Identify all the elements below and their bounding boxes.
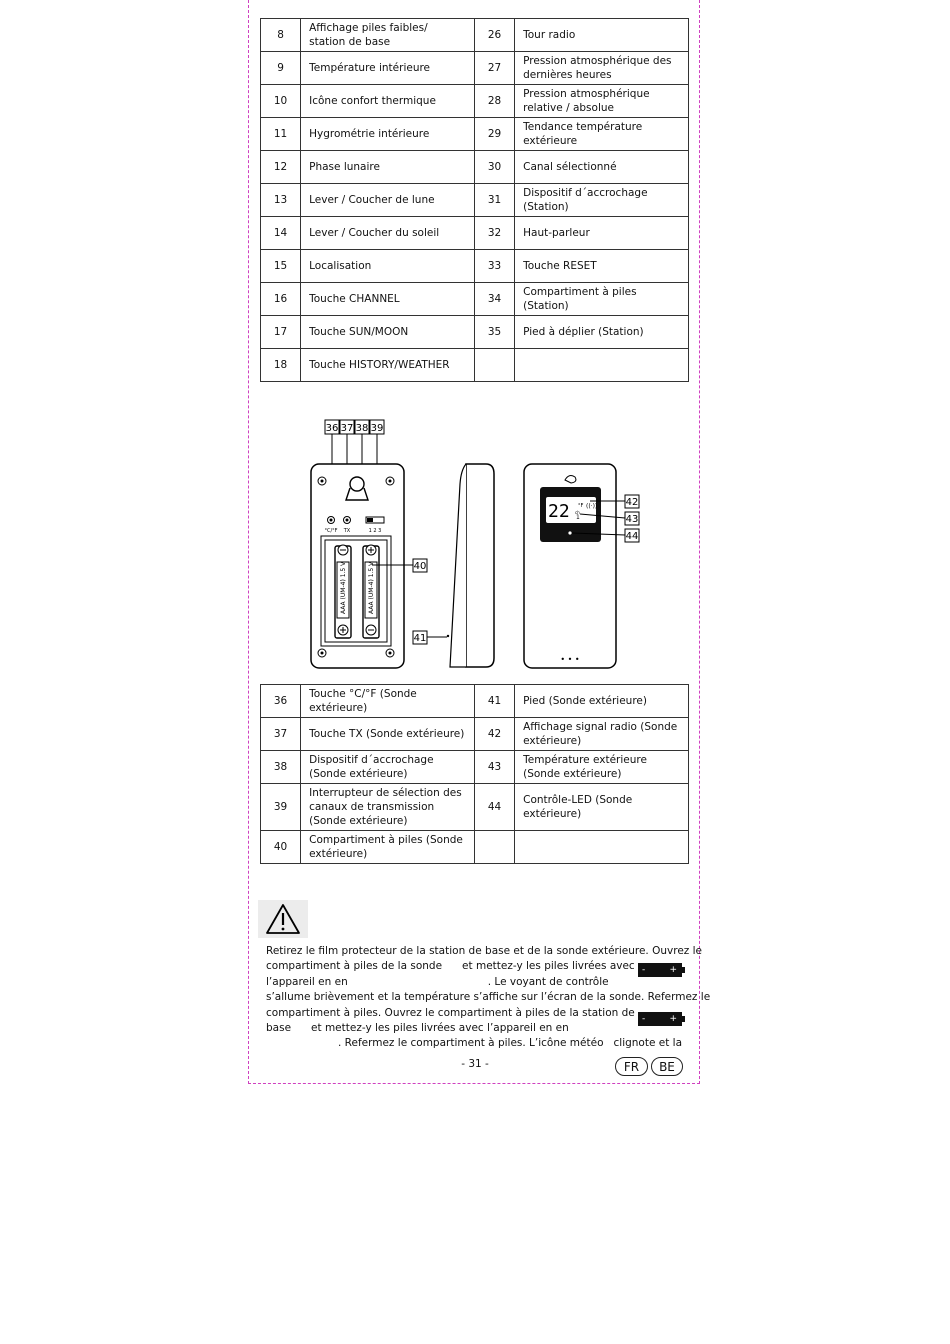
parts-table-1 xyxy=(260,18,689,382)
item-description: Contrôle-LED (Sonde extérieure) xyxy=(515,784,689,831)
page-number: - 31 - xyxy=(461,1058,489,1070)
item-number: 32 xyxy=(475,217,515,250)
item-number: 15 xyxy=(261,250,301,283)
item-description: Canal sélectionné xyxy=(515,151,689,184)
item-number: 36 xyxy=(261,685,301,718)
callout-40: 40 xyxy=(413,561,427,572)
item-number: 11 xyxy=(261,118,301,151)
display-unit: °F xyxy=(578,503,584,509)
display-channel: 1 xyxy=(576,514,580,521)
battery-label-right: AAA (UM-4) 1.5 V xyxy=(368,561,375,614)
callout-39: 39 xyxy=(370,423,384,434)
item-number: 40 xyxy=(261,831,301,864)
item-description: Icône confort thermique xyxy=(301,85,475,118)
table-row xyxy=(261,85,689,118)
item-description: Pied (Sonde extérieure) xyxy=(515,685,689,718)
item-description: Localisation xyxy=(301,250,475,283)
item-number: 17 xyxy=(261,316,301,349)
item-number: 29 xyxy=(475,118,515,151)
battery-icon: - + xyxy=(638,963,682,977)
sensor-front-view xyxy=(524,464,616,668)
item-number: 8 xyxy=(261,19,301,52)
display-channel-label: ch xyxy=(575,510,580,515)
battery-label-left: AAA (UM-4) 1.5 V xyxy=(340,561,347,614)
item-number: 43 xyxy=(475,751,515,784)
item-description: Lever / Coucher de lune xyxy=(301,184,475,217)
item-description: Touche HISTORY/WEATHER xyxy=(301,349,475,382)
table-row xyxy=(261,784,689,831)
display-temperature: 22 xyxy=(548,501,570,522)
callout-44: 44 xyxy=(625,531,639,542)
item-description: Hygrométrie intérieure xyxy=(301,118,475,151)
item-number: 38 xyxy=(261,751,301,784)
item-description: Tour radio xyxy=(515,19,689,52)
table-row xyxy=(261,52,689,85)
item-description: Lever / Coucher du soleil xyxy=(301,217,475,250)
country-badge-fr: FR xyxy=(615,1057,648,1076)
table-row xyxy=(261,217,689,250)
sensor-back-view xyxy=(311,464,404,668)
item-description xyxy=(515,831,689,864)
text-line-2a: compartiment à piles de la sonde xyxy=(266,960,443,973)
table-row xyxy=(261,751,689,784)
button-label-cf: °C/°F xyxy=(324,528,338,534)
item-description: Pression atmosphérique relative / absolue xyxy=(515,85,689,118)
item-number: 34 xyxy=(475,283,515,316)
item-description: Pression atmosphérique des dernières heures xyxy=(515,52,689,85)
led-dots: • • • xyxy=(560,655,580,664)
callout-42: 42 xyxy=(625,497,639,508)
callout-43: 43 xyxy=(625,514,639,525)
item-description: Dispositif d´accrochage (Station) xyxy=(515,184,689,217)
text-line-5: compartiment à piles. Ouvrez le compartiment à piles de la station de xyxy=(266,1006,635,1019)
table-row xyxy=(261,151,689,184)
item-number: 10 xyxy=(261,85,301,118)
item-number: 44 xyxy=(475,784,515,831)
callout-37: 37 xyxy=(340,423,354,434)
table-row xyxy=(261,184,689,217)
item-description: Pied à déplier (Station) xyxy=(515,316,689,349)
instruction-text xyxy=(266,944,711,1052)
item-description: Touche TX (Sonde extérieure) xyxy=(301,718,475,751)
item-description: Interrupteur de sélection des canaux de transmission (Sonde extérieure) xyxy=(301,784,475,831)
table-row xyxy=(261,685,689,718)
item-description: Haut-parleur xyxy=(515,217,689,250)
table-row xyxy=(261,250,689,283)
item-description: Touche RESET xyxy=(515,250,689,283)
switch-label-channels: 1 2 3 xyxy=(368,528,382,534)
item-description: Touche SUN/MOON xyxy=(301,316,475,349)
table-row xyxy=(261,283,689,316)
callout-41: 41 xyxy=(413,633,427,644)
table-row xyxy=(261,349,689,382)
item-number: 30 xyxy=(475,151,515,184)
item-number: 16 xyxy=(261,283,301,316)
item-number: 9 xyxy=(261,52,301,85)
item-number: 14 xyxy=(261,217,301,250)
outdoor-sensor-diagram xyxy=(300,410,660,680)
item-number xyxy=(475,831,515,864)
callout-38: 38 xyxy=(355,423,369,434)
text-line-7b: clignote et la xyxy=(613,1037,683,1050)
parts-table-2 xyxy=(260,684,689,864)
item-number: 42 xyxy=(475,718,515,751)
item-description: Affichage piles faibles/ station de base xyxy=(301,19,475,52)
item-description: Touche CHANNEL xyxy=(301,283,475,316)
table-row xyxy=(261,831,689,864)
warning-icon xyxy=(258,900,308,938)
item-description xyxy=(515,349,689,382)
item-description: Température intérieure xyxy=(301,52,475,85)
table-row xyxy=(261,316,689,349)
item-number: 33 xyxy=(475,250,515,283)
item-description: Tendance température extérieure xyxy=(515,118,689,151)
table-row xyxy=(261,19,689,52)
table-row xyxy=(261,718,689,751)
item-number: 41 xyxy=(475,685,515,718)
item-number: 39 xyxy=(261,784,301,831)
item-description: Compartiment à piles (Sonde extérieure) xyxy=(301,831,475,864)
signal-icon: ((·)) xyxy=(586,503,598,510)
text-line-4: s’allume brièvement et la température s’affiche sur l’écran de la sonde. Refermez le xyxy=(266,991,711,1004)
item-number: 18 xyxy=(261,349,301,382)
item-number: 31 xyxy=(475,184,515,217)
item-number: 26 xyxy=(475,19,515,52)
item-description: Température extérieure (Sonde extérieure) xyxy=(515,751,689,784)
country-badge-be: BE xyxy=(651,1057,683,1076)
item-number xyxy=(475,349,515,382)
text-line-1: Retirez le film protecteur de la station de base et de la sonde extérieure. Ouvrez le xyxy=(266,945,703,957)
table-row xyxy=(261,118,689,151)
sensor-side-view xyxy=(447,464,494,667)
text-line-7a: . Refermez le compartiment à piles. L’icône météo xyxy=(338,1037,604,1050)
item-description: Dispositif d´accrochage (Sonde extérieure) xyxy=(301,751,475,784)
item-description: Phase lunaire xyxy=(301,151,475,184)
text-line-3b: . Le voyant de contrôle xyxy=(487,975,609,988)
text-line-2b: et mettez-y les piles livrées avec xyxy=(462,960,635,973)
item-number: 28 xyxy=(475,85,515,118)
callout-36: 36 xyxy=(325,423,339,434)
text-line-6a: base xyxy=(266,1022,292,1035)
item-description: Affichage signal radio (Sonde extérieure) xyxy=(515,718,689,751)
item-number: 37 xyxy=(261,718,301,751)
text-line-6b: et mettez-y les piles livrées avec l’appareil en en xyxy=(311,1022,569,1035)
item-description: Compartiment à piles (Station) xyxy=(515,283,689,316)
item-number: 27 xyxy=(475,52,515,85)
battery-icon: - + xyxy=(638,1012,682,1026)
item-description: Touche °C/°F (Sonde extérieure) xyxy=(301,685,475,718)
item-number: 13 xyxy=(261,184,301,217)
button-label-tx: TX xyxy=(343,528,351,534)
text-line-3a: l’appareil en en xyxy=(266,975,348,988)
item-number: 12 xyxy=(261,151,301,184)
warning-box xyxy=(258,900,308,938)
item-number: 35 xyxy=(475,316,515,349)
